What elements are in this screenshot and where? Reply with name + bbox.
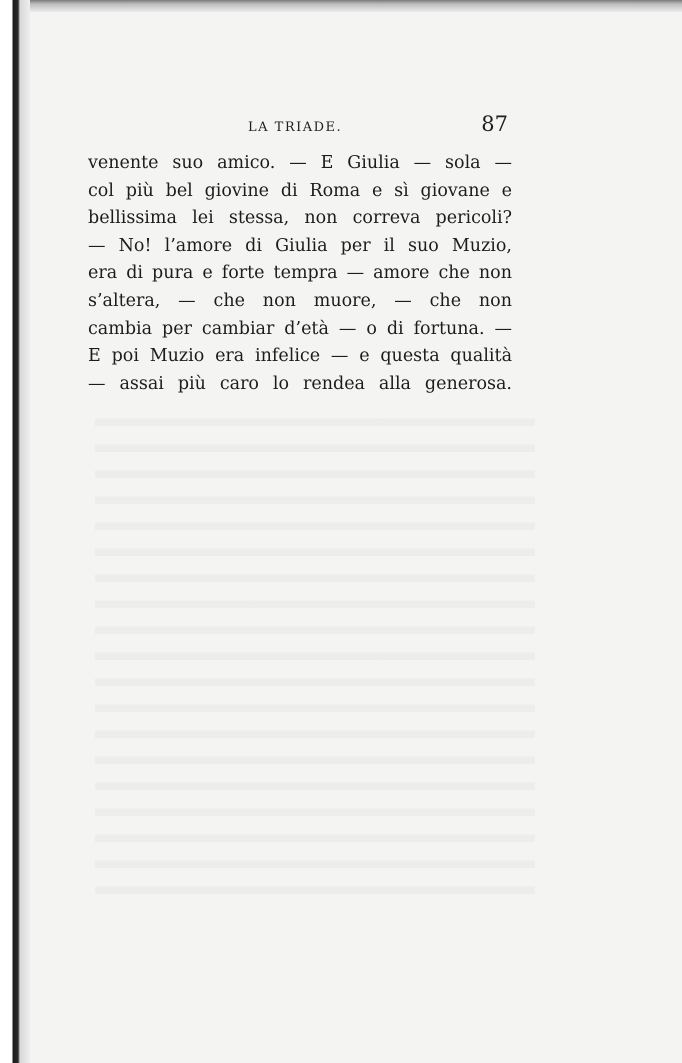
page-top-edge — [0, 0, 682, 12]
show-through-text — [95, 400, 535, 900]
running-head: LA TRIADE. — [248, 120, 343, 135]
book-binding-edge — [0, 0, 30, 1063]
text-line: s’altera, — che non muore, — che non — [88, 290, 512, 311]
text-line: bellissima lei stessa, non correva pericoli? — [88, 208, 512, 229]
page-header — [88, 112, 508, 142]
text-line: cambia per cambiar d’età — o di fortuna. — — [88, 318, 512, 339]
body-text — [88, 150, 512, 398]
text-line: — assai più caro lo rendea alla generosa. — [88, 373, 512, 394]
text-line: — No! l’amore di Giulia per il suo Muzio, — [88, 235, 512, 256]
text-line: col più bel giovine di Roma e sì giovane e — [88, 180, 512, 201]
text-line: venente suo amico. — E Giulia — sola — — [88, 153, 512, 173]
text-line: era di pura e forte tempra — amore che non — [88, 263, 512, 284]
page-number: 87 — [481, 112, 508, 136]
text-line: E poi Muzio era infelice — e questa qualità — [88, 346, 512, 367]
